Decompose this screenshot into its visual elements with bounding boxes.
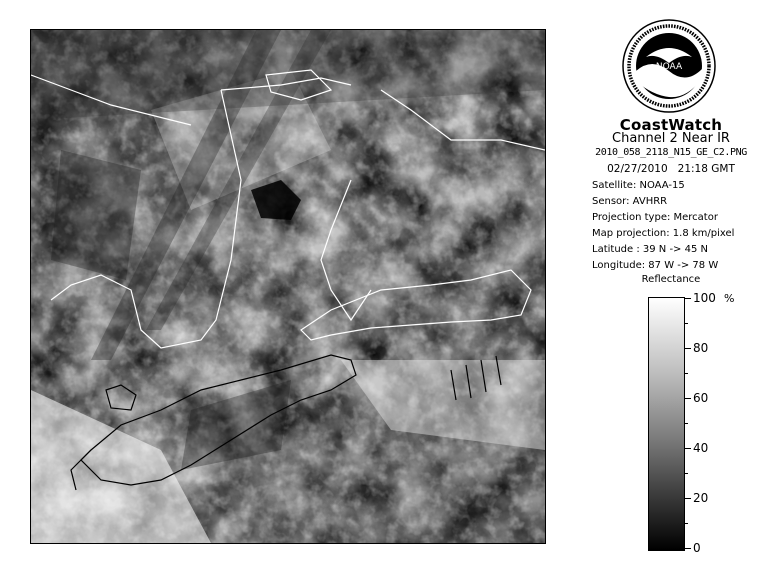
scale-label-100: 100 (693, 291, 716, 305)
scale-tick (684, 348, 691, 349)
scale-minor-tick (684, 323, 688, 324)
scale-tick (684, 548, 691, 549)
scale-minor-tick (684, 473, 688, 474)
scale-label-20: 20 (693, 491, 709, 505)
sensor-info: Sensor: AVHRR (592, 196, 668, 207)
logo-text: NOAA (655, 62, 683, 72)
satellite-image (30, 29, 546, 544)
channel-title: Channel 2 Near IR (612, 131, 730, 146)
scale-label-40: 40 (693, 441, 709, 455)
scale-label-80: 80 (693, 341, 709, 355)
scale-label-0: 0 (693, 541, 701, 555)
scale-label-60: 60 (693, 391, 709, 405)
map-projection-info: Map projection: 1.8 km/pixel (592, 228, 735, 239)
brand-title: CoastWatch (619, 116, 723, 134)
latitude-info: Latitude : 39 N -> 45 N (592, 244, 708, 255)
file-name: 2010_058_2118_N15_GE_C2.PNG (595, 147, 747, 158)
scale-minor-tick (684, 523, 688, 524)
scale-tick (684, 298, 691, 299)
scale-unit: % (724, 292, 735, 305)
scale-minor-tick (684, 373, 688, 374)
scale-tick (684, 398, 691, 399)
scale-tick (684, 498, 691, 499)
satellite-info: Satellite: NOAA-15 (592, 180, 685, 191)
projection-type-info: Projection type: Mercator (592, 212, 718, 223)
date: 02/27/2010 (607, 163, 668, 175)
time: 21:18 GMT (677, 163, 735, 175)
date-time (560, 163, 782, 175)
longitude-info: Longitude: 87 W -> 78 W (592, 260, 719, 271)
legend-panel (560, 0, 782, 572)
scale-title: Reflectance (641, 274, 701, 285)
scale-minor-tick (684, 423, 688, 424)
noaa-logo (622, 19, 716, 113)
reflectance-color-bar (648, 297, 685, 551)
scale-tick (684, 448, 691, 449)
